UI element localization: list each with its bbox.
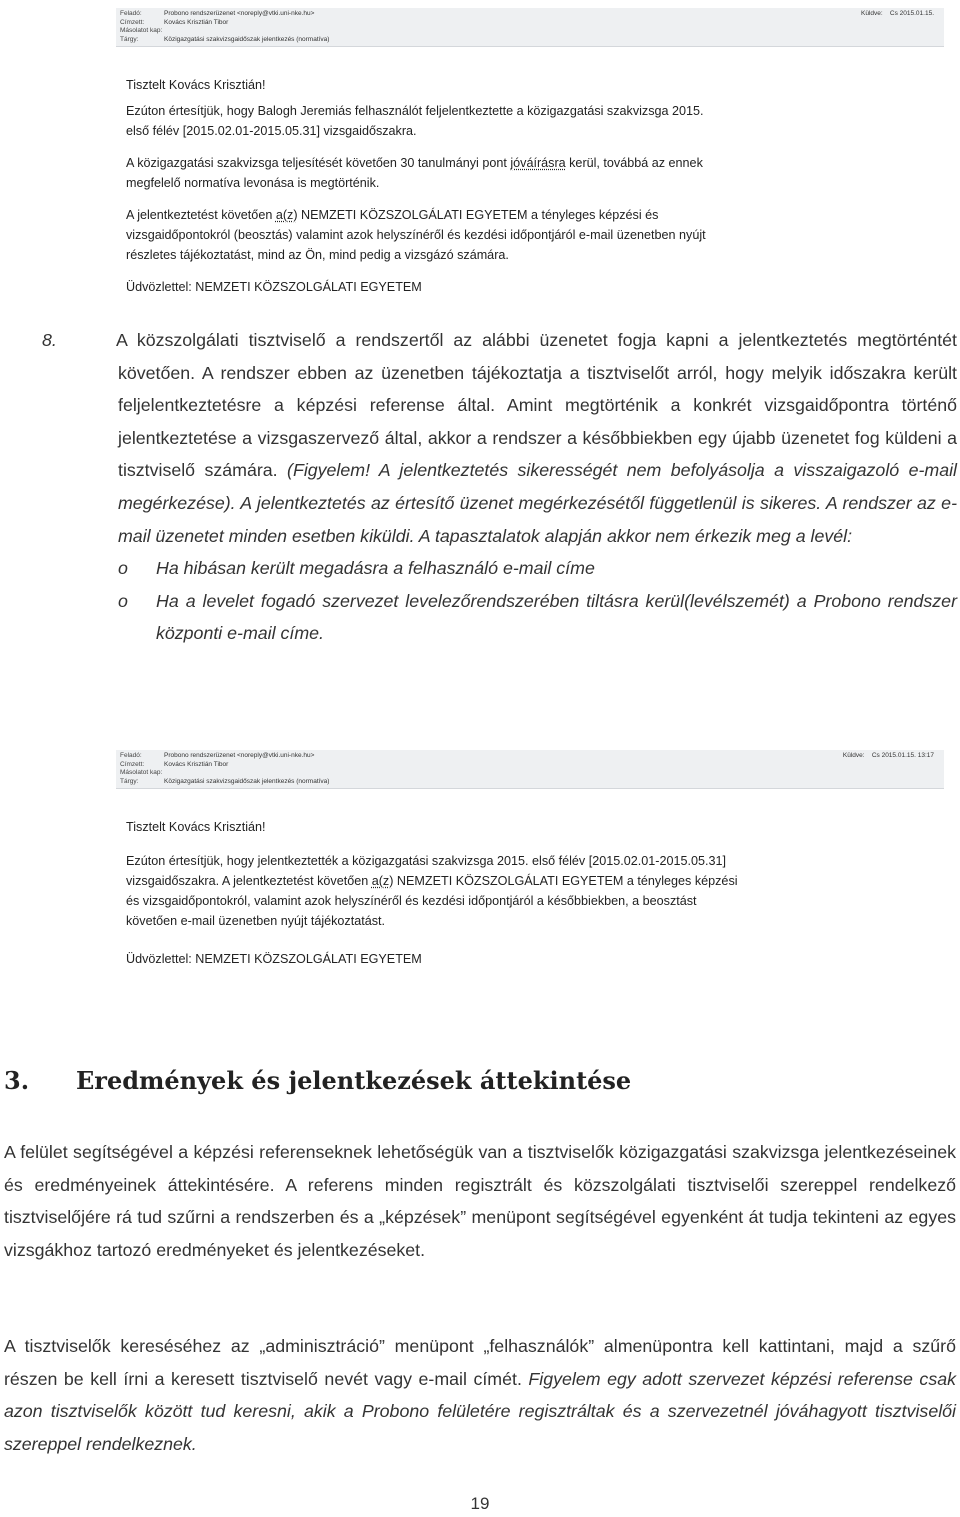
email-to-row [120,761,938,770]
email-closing: Üdvözlettel: NEMZETI KÖZSZOLGÁLATI EGYETEM [126,280,422,295]
from-label: Feladó: [120,752,142,759]
from-value: Probono rendszerüzenet <noreply@vtki.uni-nke.hu> [164,10,315,17]
section-3-paragraph-2 [4,1330,956,1460]
email-to-row [120,19,938,28]
email-text-underlined: jóváírásra [510,156,566,171]
email-header [116,750,944,789]
email-text: Ezúton értesítjük, hogy jelentkeztették a közigazgatási szakvizsga 2015. első félév [2015.02.01-2015.05.31] vizsgaidőszakra. A jelentkeztetést követően [126,854,726,889]
page-number: 19 [470,1494,490,1513]
bullet-text: Ha a levelet fogadó szervezet levelezőrendszerében tiltásra kerül(levélszemét) a Probono rendszer központi e-mail címe. [156,590,957,644]
email-screenshot-1 [116,8,944,309]
section-number: 8. [42,330,57,350]
email-cc-row [120,27,938,36]
paragraph-text-italic: Figyelem egy adott szervezet képzési referense csak azon tisztviselők között tud keresni, akik a Probono felületére regisztráltak és a szervezetnél jóváhagyott tisztviselői szereppel rendelkeznek. [4,1368,956,1454]
sent-value: Cs 2015.01.15. [889,10,934,17]
cc-label: Másolatot kap: [120,769,163,777]
email-greeting: Tisztelt Kovács Krisztián! [126,78,266,93]
heading-number: 3. [4,1066,30,1095]
section-note: (Figyelem! A jelentkeztetés sikerességét nem befolyásolja a visszaigazoló e-mail megérkezése). A jelentkeztetés az értesítő üzenet megérkezésétől függetlenül is sikeres. A rendszer az e-mail üzenetet minden esetben kiküldi. A tapasztalatok alapján akkor nem érkezik meg a levél: [118,460,957,546]
to-value: Kovács Krisztián Tibor [164,760,229,768]
sent-value: Cs 2015.01.15. 13:17 [871,752,934,759]
email-text: NEMZETI KÖZSZOLGÁLATI EGYETEM a tényleges képzési és vizsgaidőpontokról (beosztás) valamint azok helyszínéről és kezdési időpontjáról e-mail üzenetben nyújt részletes tájékoztatást, mind az Ön, mind pedig a vizsgázó számára. [126,208,706,263]
sent-label: Küldve: [842,752,865,759]
cc-label: Másolatot kap: [120,27,163,35]
bullet-marker: o [118,590,128,611]
email-cc-row [120,769,938,778]
subject-value: Közigazgatási szakvizsgaidőszak jelentkezés (normatíva) [164,35,330,43]
email-subject-row [120,36,938,45]
email-header [116,8,944,47]
email-screenshot-2 [116,750,944,981]
email-text: A közigazgatási szakvizsga teljesítését követően 30 tanulmányi pont [126,156,511,171]
bullet-item [80,552,957,585]
from-label: Feladó: [120,10,142,17]
subject-value: Közigazgatási szakvizsgaidőszak jelentkezés (normatíva) [164,777,330,785]
section-heading [4,1066,904,1095]
to-label: Címzett: [120,760,145,768]
email-closing: Üdvözlettel: NEMZETI KÖZSZOLGÁLATI EGYETEM [126,952,422,967]
email-paragraph [126,101,726,141]
to-label: Címzett: [120,18,145,26]
email-text-underlined: a(z) [371,874,394,889]
section-8 [42,324,957,650]
subject-label: Tárgy: [120,35,139,43]
section-text: A közszolgálati tisztviselő a rendszertől az alábbi üzenetet fogja kapni a jelentkeztetés megtörténtét követően. A rendszer ebben az üzenetben tájékoztatja a tisztviselőt arról, hogy melyik időszakra került feljelentkeztetésre a képzési referense által. Amint megtörténik a konkrét vizsgaidőpontra történő jelentkeztetése a vizsgaszervező által, akkor a rendszer a későbbiekben egy újabb üzenetet fog küldeni a tisztviselő számára. [116,330,957,481]
bullet-item [80,585,957,650]
bullet-text: Ha hibásan került megadásra a felhasználó e-mail címe [156,558,595,579]
bullet-marker: o [118,558,128,579]
to-value: Kovács Krisztián Tibor [164,18,229,26]
section-8-paragraph [42,324,957,552]
email-text: A jelentkeztetést követően [126,208,276,223]
email-body [116,789,944,969]
email-greeting: Tisztelt Kovács Krisztián! [126,820,266,835]
email-sent [843,752,934,761]
email-paragraph [126,851,741,931]
email-paragraph [126,205,746,265]
paragraph-text: A felület segítségével a képzési referenseknek lehetőségük van a tisztviselők közigazgatási szakvizsga jelentkezéseinek és eredményeinek áttekintésére. A referens minden regisztrált és közszolgálati tisztviselői szereppel rendelkező tisztviselőjére rá tud szűrni a rendszerben és a „képzések” menüpont segítségével egyenként át tudja tekinteni az egyes vizsgákhoz tartozó eredményeket és jelentkezéseket. [4,1142,956,1260]
email-sent [861,10,934,19]
email-from-row [120,752,938,761]
subject-label: Tárgy: [120,777,139,785]
section-3-paragraph-1 [4,1136,956,1266]
email-from-row [120,10,938,19]
heading-title: Eredmények és jelentkezések áttekintése [76,1066,632,1095]
email-paragraph [126,153,726,193]
sent-label: Küldve: [860,10,883,17]
email-text: kerül, továbbá az ennek megfelelő normatíva levonása is megtörténik. [126,156,703,191]
paragraph-text [4,1330,956,1460]
email-text-underlined: a(z) [275,208,298,223]
email-text: NEMZETI KÖZSZOLGÁLATI EGYETEM a tényleges képzési és vizsgaidőpontokról, valamint azok helyszínéről és kezdési időpontjáról a későbbiekben, a beosztást követően e-mail üzenetben nyújt tájékoztatást. [126,874,738,929]
email-subject-row [120,778,938,787]
paragraph-text-normal: A tisztviselők kereséséhez az „adminisztráció” menüpont „felhasználók” almenüpontra kell kattintani, majd a szűrő részen be kell írni a keresett tisztviselő nevét vagy e-mail címét. [4,1336,956,1389]
email-body [116,47,944,297]
from-value: Probono rendszerüzenet <noreply@vtki.uni-nke.hu> [164,752,315,759]
email-text: Ezúton értesítjük, hogy Balogh Jeremiás felhasználót feljelentkeztette a közigazgatási szakvizsga 2015. első félév [2015.02.01-2015.05.31] vizsgaidőszakra. [126,104,704,139]
